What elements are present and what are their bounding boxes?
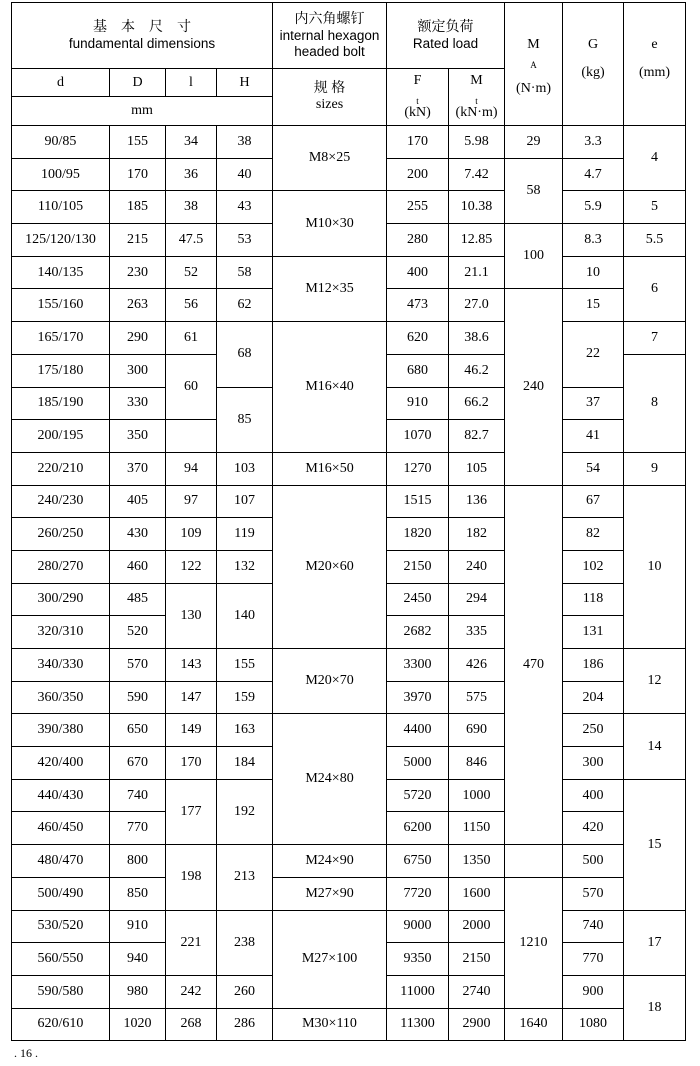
header-ma-unit: (N·m) [516, 81, 552, 96]
cell-D: 670 [110, 747, 166, 780]
cell-H: 62 [217, 289, 273, 322]
col-mt-unit: (kN·m) [455, 105, 498, 120]
cell-e: 18 [624, 975, 686, 1040]
cell-Ft: 2150 [387, 550, 449, 583]
cell-l: 38 [166, 191, 217, 224]
cell-Ft: 2450 [387, 583, 449, 616]
cell-l: 177 [166, 779, 217, 844]
cell-Ft: 5000 [387, 747, 449, 780]
cell-e: 4 [624, 126, 686, 191]
cell-H: 286 [217, 1008, 273, 1041]
cell-Mt: 575 [449, 681, 505, 714]
cell-bolt: M20×70 [273, 649, 387, 714]
cell-G: 54 [563, 452, 624, 485]
cell-d: 590/580 [12, 975, 110, 1008]
header-basic-en: fundamental dimensions [68, 35, 216, 51]
col-mt-sub: t [475, 95, 478, 106]
cell-G: 4.7 [563, 158, 624, 191]
cell-d: 165/170 [12, 322, 110, 355]
cell-D: 850 [110, 877, 166, 910]
cell-d: 90/85 [12, 126, 110, 159]
col-d: d [12, 69, 110, 97]
cell-Mt: 12.85 [449, 224, 505, 257]
cell-D: 185 [110, 191, 166, 224]
cell-d: 320/310 [12, 616, 110, 649]
cell-MA: 58 [505, 158, 563, 223]
cell-l: 60 [166, 354, 217, 419]
cell-Ft: 280 [387, 224, 449, 257]
cell-d: 460/450 [12, 812, 110, 845]
col-sizes-cn: 规 格 [313, 81, 346, 96]
cell-Mt: 294 [449, 583, 505, 616]
cell-G: 300 [563, 747, 624, 780]
cell-d: 185/190 [12, 387, 110, 420]
cell-G: 770 [563, 943, 624, 976]
cell-Mt: 38.6 [449, 322, 505, 355]
cell-H: 163 [217, 714, 273, 747]
cell-d: 340/330 [12, 649, 110, 682]
cell-d: 155/160 [12, 289, 110, 322]
cell-Mt: 66.2 [449, 387, 505, 420]
table-row [12, 649, 686, 682]
header-g-unit: (kg) [581, 65, 605, 80]
cell-G: 740 [563, 910, 624, 943]
cell-H: 238 [217, 910, 273, 975]
header-bolt-en2: headed bolt [294, 43, 365, 59]
cell-Mt: 846 [449, 747, 505, 780]
cell-D: 650 [110, 714, 166, 747]
cell-G: 131 [563, 616, 624, 649]
cell-e: 17 [624, 910, 686, 975]
cell-Ft: 620 [387, 322, 449, 355]
cell-Ft: 7720 [387, 877, 449, 910]
table-row [12, 845, 686, 878]
cell-d: 560/550 [12, 943, 110, 976]
cell-D: 485 [110, 583, 166, 616]
cell-d: 420/400 [12, 747, 110, 780]
cell-G: 570 [563, 877, 624, 910]
cell-d: 360/350 [12, 681, 110, 714]
cell-G: 22 [563, 322, 624, 387]
cell-D: 370 [110, 452, 166, 485]
cell-l: 221 [166, 910, 217, 975]
cell-Ft: 2682 [387, 616, 449, 649]
cell-Ft: 1820 [387, 518, 449, 551]
cell-d: 620/610 [12, 1008, 110, 1041]
cell-bolt: M16×50 [273, 452, 387, 485]
cell-D: 520 [110, 616, 166, 649]
cell-D: 230 [110, 256, 166, 289]
cell-D: 1020 [110, 1008, 166, 1041]
cell-H: 40 [217, 158, 273, 191]
header-ma-sub: A [530, 59, 537, 70]
cell-Mt: 240 [449, 550, 505, 583]
cell-H: 85 [217, 387, 273, 452]
cell-Ft: 1515 [387, 485, 449, 518]
cell-l: 147 [166, 681, 217, 714]
cell-d: 300/290 [12, 583, 110, 616]
cell-Ft: 3970 [387, 681, 449, 714]
cell-l [166, 420, 217, 453]
cell-G: 8.3 [563, 224, 624, 257]
cell-Mt: 690 [449, 714, 505, 747]
col-ft-sub: t [416, 95, 419, 106]
cell-Mt: 2150 [449, 943, 505, 976]
cell-Mt: 136 [449, 485, 505, 518]
col-h: H [217, 69, 273, 97]
cell-l: 242 [166, 975, 217, 1008]
cell-l: 268 [166, 1008, 217, 1041]
cell-l: 198 [166, 845, 217, 910]
cell-Ft: 11000 [387, 975, 449, 1008]
header-load-cn: 额定负荷 [417, 19, 474, 35]
cell-bolt: M30×110 [273, 1008, 387, 1041]
header-rated-load [387, 3, 505, 69]
cell-D: 300 [110, 354, 166, 387]
table-row [12, 322, 686, 355]
cell-H: 260 [217, 975, 273, 1008]
cell-e: 5 [624, 191, 686, 224]
cell-Ft: 473 [387, 289, 449, 322]
cell-H: 132 [217, 550, 273, 583]
cell-Ft: 9350 [387, 943, 449, 976]
col-mt-symbol: M [470, 73, 483, 88]
cell-G: 82 [563, 518, 624, 551]
cell-G: 3.3 [563, 126, 624, 159]
cell-d: 530/520 [12, 910, 110, 943]
cell-l: 122 [166, 550, 217, 583]
cell-d: 480/470 [12, 845, 110, 878]
cell-bolt: M16×40 [273, 322, 387, 453]
cell-D: 570 [110, 649, 166, 682]
cell-Mt: 27.0 [449, 289, 505, 322]
table-row [12, 877, 686, 910]
cell-Ft: 4400 [387, 714, 449, 747]
cell-e: 8 [624, 354, 686, 452]
table-row [12, 191, 686, 224]
cell-Mt: 335 [449, 616, 505, 649]
cell-l: 130 [166, 583, 217, 648]
cell-Mt: 7.42 [449, 158, 505, 191]
cell-G: 5.9 [563, 191, 624, 224]
cell-H: 68 [217, 322, 273, 387]
cell-H: 140 [217, 583, 273, 648]
cell-Mt: 1150 [449, 812, 505, 845]
header-g-symbol: G [587, 37, 599, 52]
col-ft [387, 69, 449, 126]
cell-H: 155 [217, 649, 273, 682]
cell-bolt: M20×60 [273, 485, 387, 648]
cell-H: 43 [217, 191, 273, 224]
cell-H: 159 [217, 681, 273, 714]
cell-l: 149 [166, 714, 217, 747]
cell-Ft: 910 [387, 387, 449, 420]
cell-Mt: 21.1 [449, 256, 505, 289]
header-load-en: Rated load [412, 35, 479, 51]
cell-Ft: 3300 [387, 649, 449, 682]
cell-MA: 100 [505, 224, 563, 289]
cell-D: 290 [110, 322, 166, 355]
cell-Mt: 2000 [449, 910, 505, 943]
cell-d: 125/120/130 [12, 224, 110, 257]
cell-e: 14 [624, 714, 686, 779]
cell-D: 740 [110, 779, 166, 812]
cell-d: 280/270 [12, 550, 110, 583]
cell-l: 170 [166, 747, 217, 780]
cell-G: 102 [563, 550, 624, 583]
cell-Mt: 46.2 [449, 354, 505, 387]
col-D: D [110, 69, 166, 97]
table-row [12, 126, 686, 159]
col-sizes [273, 69, 387, 126]
header-basic-dimensions [12, 3, 273, 69]
cell-d: 175/180 [12, 354, 110, 387]
cell-l: 56 [166, 289, 217, 322]
cell-Ft: 6750 [387, 845, 449, 878]
cell-e: 7 [624, 322, 686, 355]
header-bolt [273, 3, 387, 69]
cell-G: 250 [563, 714, 624, 747]
cell-Mt: 10.38 [449, 191, 505, 224]
cell-bolt: M8×25 [273, 126, 387, 191]
cell-l: 143 [166, 649, 217, 682]
cell-Ft: 170 [387, 126, 449, 159]
col-ft-unit: (kN) [404, 105, 431, 120]
cell-Mt: 1350 [449, 845, 505, 878]
cell-G: 204 [563, 681, 624, 714]
col-l: l [166, 69, 217, 97]
cell-Ft: 255 [387, 191, 449, 224]
col-mt [449, 69, 505, 126]
cell-d: 110/105 [12, 191, 110, 224]
cell-D: 330 [110, 387, 166, 420]
cell-Ft: 1070 [387, 420, 449, 453]
cell-H: 213 [217, 845, 273, 910]
cell-d: 100/95 [12, 158, 110, 191]
cell-G: 500 [563, 845, 624, 878]
cell-Ft: 400 [387, 256, 449, 289]
cell-D: 215 [110, 224, 166, 257]
cell-d: 390/380 [12, 714, 110, 747]
cell-Mt: 82.7 [449, 420, 505, 453]
cell-G: 10 [563, 256, 624, 289]
cell-H: 53 [217, 224, 273, 257]
unit-mm: mm [12, 97, 273, 126]
cell-H: 103 [217, 452, 273, 485]
col-ft-symbol: F [413, 73, 422, 88]
table-row [12, 452, 686, 485]
cell-Mt: 5.98 [449, 126, 505, 159]
cell-G: 67 [563, 485, 624, 518]
cell-MA: 1640 [505, 1008, 563, 1041]
cell-Mt: 2740 [449, 975, 505, 1008]
cell-Ft: 680 [387, 354, 449, 387]
cell-Mt: 1600 [449, 877, 505, 910]
cell-e: 12 [624, 649, 686, 714]
cell-D: 155 [110, 126, 166, 159]
header-e [624, 3, 686, 126]
cell-D: 800 [110, 845, 166, 878]
cell-l: 109 [166, 518, 217, 551]
cell-H: 119 [217, 518, 273, 551]
cell-G: 420 [563, 812, 624, 845]
cell-d: 220/210 [12, 452, 110, 485]
cell-D: 460 [110, 550, 166, 583]
header-bolt-cn: 内六角螺钉 [294, 11, 365, 27]
cell-MA: 470 [505, 485, 563, 845]
cell-l: 36 [166, 158, 217, 191]
cell-d: 200/195 [12, 420, 110, 453]
col-sizes-en: sizes [315, 97, 344, 112]
cell-l: 47.5 [166, 224, 217, 257]
cell-Ft: 9000 [387, 910, 449, 943]
cell-l: 94 [166, 452, 217, 485]
cell-Mt: 182 [449, 518, 505, 551]
cell-G: 186 [563, 649, 624, 682]
cell-Mt: 1000 [449, 779, 505, 812]
cell-D: 430 [110, 518, 166, 551]
cell-D: 910 [110, 910, 166, 943]
cell-MA [505, 845, 563, 878]
cell-d: 260/250 [12, 518, 110, 551]
header-ma [505, 3, 563, 126]
cell-d: 240/230 [12, 485, 110, 518]
cell-bolt: M10×30 [273, 191, 387, 256]
cell-e: 5.5 [624, 224, 686, 257]
cell-Mt: 2900 [449, 1008, 505, 1041]
cell-Ft: 11300 [387, 1008, 449, 1041]
cell-D: 770 [110, 812, 166, 845]
cell-G: 900 [563, 975, 624, 1008]
cell-G: 400 [563, 779, 624, 812]
header-bolt-en1: internal hexagon [279, 27, 380, 43]
cell-D: 263 [110, 289, 166, 322]
cell-G: 118 [563, 583, 624, 616]
cell-Ft: 6200 [387, 812, 449, 845]
header-e-symbol: e [651, 37, 658, 52]
cell-Mt: 105 [449, 452, 505, 485]
table-body [12, 126, 686, 1041]
cell-e: 9 [624, 452, 686, 485]
table-row [12, 714, 686, 747]
table-row [12, 485, 686, 518]
cell-D: 940 [110, 943, 166, 976]
cell-bolt: M12×35 [273, 256, 387, 321]
cell-Ft: 5720 [387, 779, 449, 812]
cell-Ft: 200 [387, 158, 449, 191]
cell-bolt: M24×80 [273, 714, 387, 845]
cell-d: 440/430 [12, 779, 110, 812]
cell-bolt: M27×100 [273, 910, 387, 1008]
cell-l: 52 [166, 256, 217, 289]
cell-bolt: M27×90 [273, 877, 387, 910]
cell-Mt: 426 [449, 649, 505, 682]
cell-H: 58 [217, 256, 273, 289]
header-basic-cn: 基 本 尺 寸 [93, 19, 192, 35]
cell-D: 980 [110, 975, 166, 1008]
cell-e: 10 [624, 485, 686, 648]
dimension-table [11, 2, 686, 1041]
cell-H: 192 [217, 779, 273, 844]
header-ma-symbol: M [527, 37, 540, 52]
cell-d: 140/135 [12, 256, 110, 289]
cell-H: 184 [217, 747, 273, 780]
header-g [563, 3, 624, 126]
cell-D: 405 [110, 485, 166, 518]
cell-D: 590 [110, 681, 166, 714]
cell-l: 97 [166, 485, 217, 518]
cell-D: 170 [110, 158, 166, 191]
cell-H: 38 [217, 126, 273, 159]
cell-G: 15 [563, 289, 624, 322]
cell-l: 61 [166, 322, 217, 355]
cell-D: 350 [110, 420, 166, 453]
table-row [12, 256, 686, 289]
table-row [12, 1008, 686, 1041]
cell-MA: 240 [505, 289, 563, 485]
cell-MA: 29 [505, 126, 563, 159]
cell-e: 6 [624, 256, 686, 321]
page-number: . 16 . [14, 1046, 38, 1060]
cell-G: 41 [563, 420, 624, 453]
cell-G: 1080 [563, 1008, 624, 1041]
cell-MA: 1210 [505, 877, 563, 1008]
cell-d: 500/490 [12, 877, 110, 910]
cell-Ft: 1270 [387, 452, 449, 485]
header-e-unit: (mm) [638, 65, 671, 80]
cell-G: 37 [563, 387, 624, 420]
cell-bolt: M24×90 [273, 845, 387, 878]
table-row [12, 910, 686, 943]
cell-l: 34 [166, 126, 217, 159]
cell-H: 107 [217, 485, 273, 518]
cell-e: 15 [624, 779, 686, 910]
